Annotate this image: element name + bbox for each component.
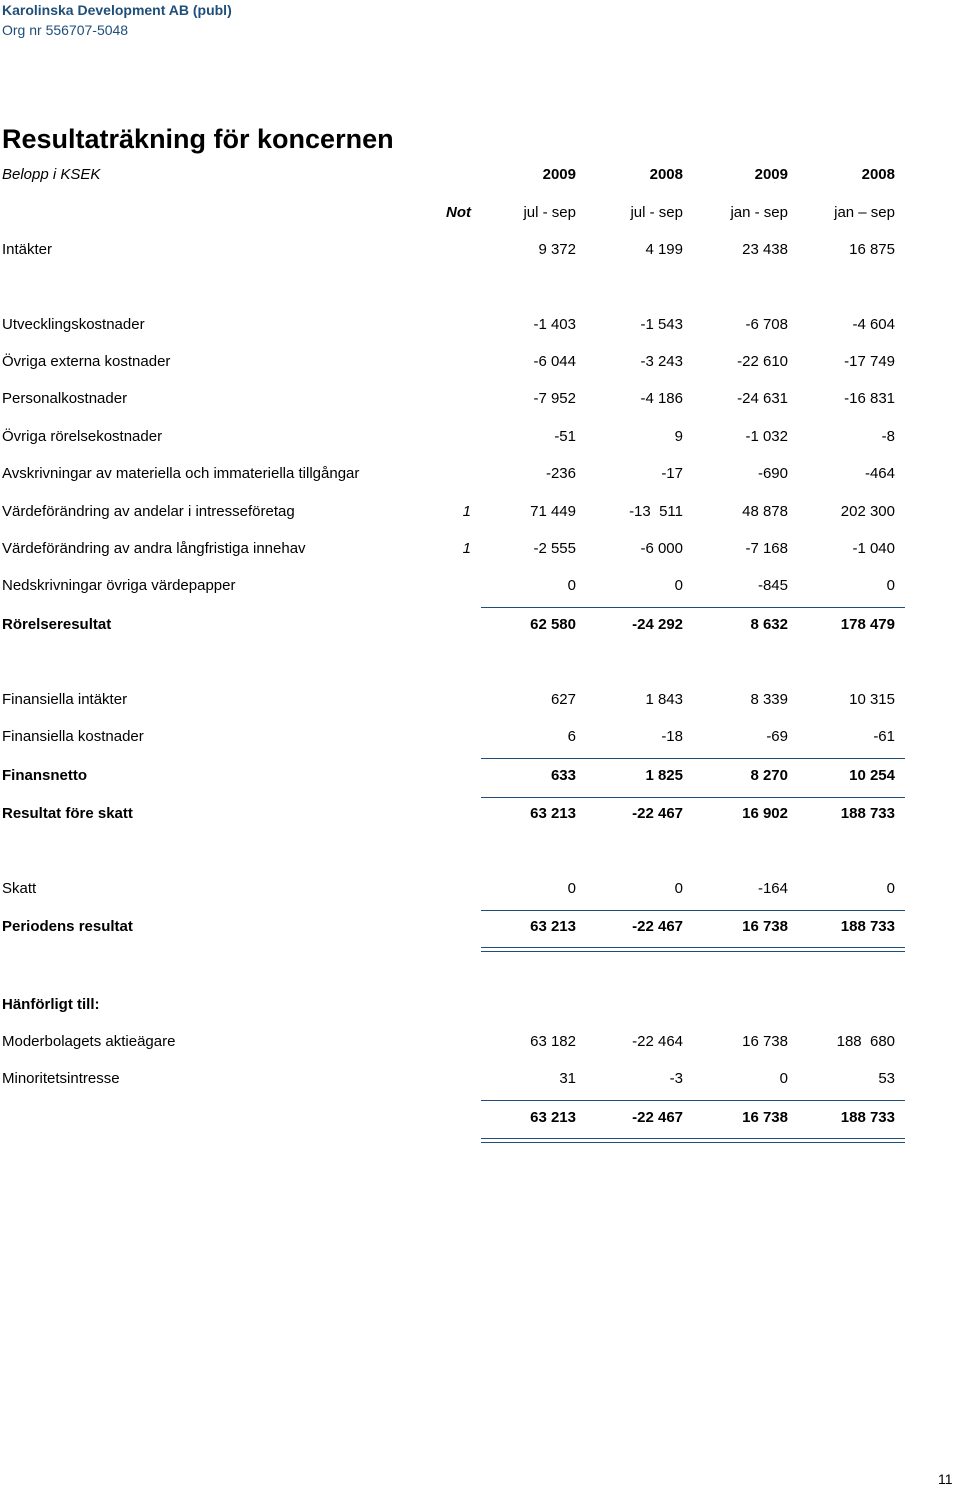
row-value: 16 902 (742, 805, 788, 822)
row-value: 0 (886, 577, 895, 594)
double-rule (481, 1138, 905, 1143)
row-label: Skatt (2, 880, 37, 897)
row-value: 16 738 (742, 918, 788, 935)
row-value: 8 632 (750, 616, 788, 633)
row-value: -22 610 (737, 353, 788, 370)
row-value: 188 733 (840, 918, 895, 935)
row-value: 633 (550, 767, 576, 784)
row-value: 6 (567, 728, 576, 745)
row-value: 63 182 (530, 1033, 576, 1050)
period-header: jul - sep (630, 204, 683, 221)
row-label: Övriga rörelsekostnader (2, 428, 163, 445)
row-value: -4 604 (852, 316, 895, 333)
row-value: -2 555 (533, 540, 576, 557)
row-value: 188 733 (840, 805, 895, 822)
row-value: 178 479 (840, 616, 895, 633)
currency-note: Belopp i KSEK (2, 166, 101, 183)
row-value: -1 040 (852, 540, 895, 557)
row-value: 0 (886, 880, 895, 897)
table-row (0, 576, 960, 596)
year-header: 2009 (754, 166, 788, 183)
table-row (0, 766, 960, 786)
sum-rule (481, 910, 905, 911)
row-value: -164 (757, 880, 788, 897)
row-value: -1 032 (745, 428, 788, 445)
double-rule (481, 947, 905, 952)
row-value: -1 403 (533, 316, 576, 333)
row-value: 9 372 (538, 241, 576, 258)
row-value: 0 (674, 880, 683, 897)
row-value: -22 467 (632, 918, 683, 935)
table-row (0, 240, 960, 260)
row-label: Värdeförändring av andelar i intresseföretag (2, 503, 295, 520)
year-header: 2008 (861, 166, 895, 183)
row-value: 8 339 (750, 691, 788, 708)
row-value: -51 (554, 428, 576, 445)
row-value: 0 (779, 1070, 788, 1087)
company-name: Karolinska Development AB (publ) (2, 2, 232, 18)
row-label: Finansnetto (2, 767, 87, 784)
row-label: Moderbolagets aktieägare (2, 1033, 176, 1050)
table-row (0, 1032, 960, 1052)
row-label: Periodens resultat (2, 918, 133, 935)
row-value: -22 467 (632, 1109, 683, 1126)
row-value: 16 738 (742, 1109, 788, 1126)
table-row (0, 1069, 960, 1089)
sum-rule (481, 607, 905, 608)
period-header: jan - sep (730, 204, 788, 221)
row-value: -18 (661, 728, 683, 745)
period-header-row (0, 203, 960, 223)
table-row (0, 727, 960, 747)
attributable-heading: Hänförligt till: (2, 996, 100, 1013)
row-value: -4 186 (640, 390, 683, 407)
row-value: -22 464 (632, 1033, 683, 1050)
table-row (0, 389, 960, 409)
row-value: 63 213 (530, 1109, 576, 1126)
row-value: -6 000 (640, 540, 683, 557)
table-row (0, 315, 960, 335)
row-value: -7 952 (533, 390, 576, 407)
row-value: 53 (878, 1070, 895, 1087)
row-value: 63 213 (530, 805, 576, 822)
row-value: 31 (559, 1070, 576, 1087)
row-value: -8 (881, 428, 895, 445)
sum-rule (481, 1100, 905, 1101)
row-value: -13 511 (629, 503, 683, 520)
row-value: 188 680 (836, 1033, 895, 1050)
row-label: Rörelseresultat (2, 616, 112, 633)
row-value: 71 449 (530, 503, 576, 520)
row-value: -69 (766, 728, 788, 745)
table-row (0, 352, 960, 372)
row-value: 62 580 (530, 616, 576, 633)
row-label: Intäkter (2, 241, 53, 258)
row-note: 1 (462, 540, 471, 557)
period-header: jan – sep (834, 204, 895, 221)
table-row (0, 1108, 960, 1128)
row-value: -464 (864, 465, 895, 482)
row-value: -1 543 (640, 316, 683, 333)
row-value: 63 213 (530, 918, 576, 935)
page-title: Resultaträkning för koncernen (2, 124, 394, 154)
row-value: -236 (545, 465, 576, 482)
row-label: Utvecklingskostnader (2, 316, 145, 333)
table-row (0, 615, 960, 635)
row-value: -61 (873, 728, 895, 745)
row-value: 0 (567, 880, 576, 897)
period-header: jul - sep (523, 204, 576, 221)
year-header: 2009 (542, 166, 576, 183)
table-row (0, 427, 960, 447)
row-value: -6 044 (533, 353, 576, 370)
year-header: 2008 (649, 166, 683, 183)
row-value: -845 (757, 577, 788, 594)
row-value: -24 292 (632, 616, 683, 633)
table-row (0, 804, 960, 824)
page-number: 11 (938, 1471, 953, 1487)
note-column-header: Not (446, 204, 471, 221)
row-label: Nedskrivningar övriga värdepapper (2, 577, 236, 594)
row-value: 10 254 (849, 767, 895, 784)
row-value: 4 199 (645, 241, 683, 258)
table-row (0, 690, 960, 710)
row-label: Finansiella kostnader (2, 728, 144, 745)
org-number: Org nr 556707-5048 (2, 22, 129, 38)
row-value: -6 708 (745, 316, 788, 333)
row-value: -17 (661, 465, 683, 482)
year-header-row (0, 165, 960, 185)
sum-rule (481, 758, 905, 759)
row-value: 188 733 (840, 1109, 895, 1126)
table-row (0, 464, 960, 484)
row-label: Övriga externa kostnader (2, 353, 171, 370)
row-value: 23 438 (742, 241, 788, 258)
row-value: 202 300 (840, 503, 895, 520)
row-value: -690 (757, 465, 788, 482)
row-value: 9 (674, 428, 683, 445)
row-value: 0 (674, 577, 683, 594)
row-label: Finansiella intäkter (2, 691, 128, 708)
row-label: Personalkostnader (2, 390, 128, 407)
row-value: 1 825 (645, 767, 683, 784)
row-value: 1 843 (645, 691, 683, 708)
row-note: 1 (462, 503, 471, 520)
attributable-heading-row (0, 995, 960, 1015)
row-value: -3 243 (640, 353, 683, 370)
row-value: -7 168 (745, 540, 788, 557)
row-value: -16 831 (844, 390, 895, 407)
row-value: -22 467 (632, 805, 683, 822)
table-row (0, 879, 960, 899)
row-value: 48 878 (742, 503, 788, 520)
row-value: 627 (550, 691, 576, 708)
table-row (0, 502, 960, 522)
row-value: 10 315 (849, 691, 895, 708)
row-value: 16 875 (849, 241, 895, 258)
row-label: Värdeförändring av andra långfristiga innehav (2, 540, 306, 557)
row-value: 0 (567, 577, 576, 594)
table-row (0, 917, 960, 937)
row-label: Avskrivningar av materiella och immateriella tillgångar (2, 465, 360, 482)
row-value: 16 738 (742, 1033, 788, 1050)
row-label: Resultat före skatt (2, 805, 133, 822)
row-value: -17 749 (844, 353, 895, 370)
row-value: 8 270 (750, 767, 788, 784)
row-value: -24 631 (737, 390, 788, 407)
sum-rule (481, 797, 905, 798)
table-row (0, 539, 960, 559)
row-value: -3 (669, 1070, 683, 1087)
row-label: Minoritetsintresse (2, 1070, 120, 1087)
